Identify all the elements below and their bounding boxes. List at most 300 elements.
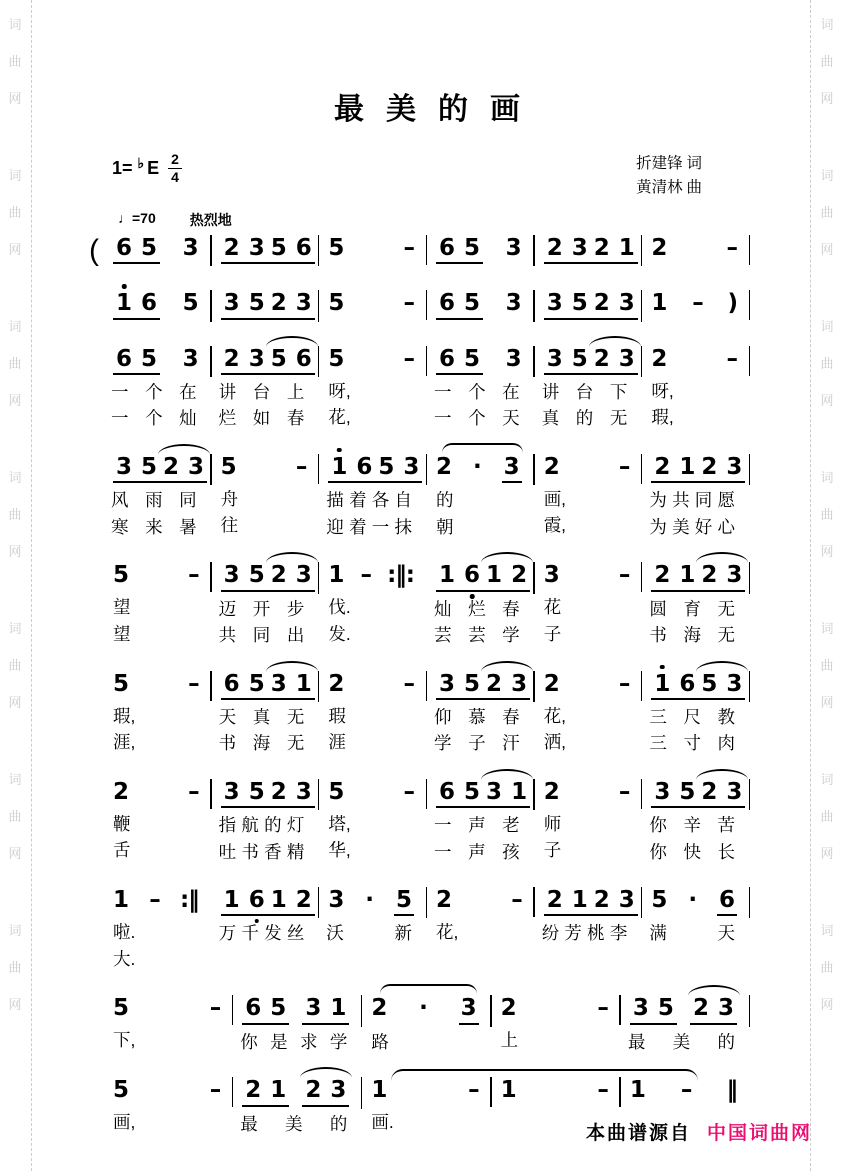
lyric-cell [319, 486, 427, 513]
note: 6 [245, 995, 262, 1022]
note: 2 [436, 453, 453, 480]
note: 3 [188, 453, 205, 480]
lyric-cell [319, 836, 427, 863]
note: 1 [654, 672, 670, 697]
notation-symbol: – [209, 1077, 221, 1104]
beam-group [591, 347, 638, 375]
lyric-syllable: 天 [218, 706, 237, 727]
lyric-cell [212, 946, 320, 973]
lyric-syllable: 在 [179, 381, 197, 402]
note: 1 [331, 455, 347, 480]
beam-group [242, 1078, 289, 1106]
note: 2 [163, 453, 180, 480]
note: 5 [651, 887, 668, 914]
lyric-syllable: 舌 [113, 840, 131, 861]
octave-dot-above [660, 665, 665, 670]
watermark-character: 曲 [8, 356, 22, 371]
watermark-character: 网 [8, 393, 22, 408]
notation-symbol: – [618, 778, 630, 805]
lyric-syllable: 一 [111, 408, 129, 429]
lyric-cell [319, 702, 427, 729]
lyric-cell [212, 378, 320, 405]
beam-group [113, 347, 160, 375]
beam-group [591, 236, 638, 264]
watermark-character: 网 [820, 695, 834, 710]
note: 2 [270, 562, 287, 589]
watermark-character: 网 [820, 242, 834, 257]
lyric-syllable: 指 [218, 815, 237, 836]
lyric-syllable: 往 [220, 515, 239, 536]
lyric-cell [212, 729, 320, 756]
notes-row [535, 658, 643, 702]
barline [749, 887, 751, 918]
beam-group [302, 996, 349, 1024]
lyric-syllable: 书 [649, 625, 667, 646]
lyric-syllable: 下 [609, 381, 628, 402]
measure [535, 766, 643, 864]
notation-symbol: – [295, 453, 307, 480]
composer-credit: 黄清林 曲 [636, 179, 702, 197]
slur-group [690, 996, 737, 1024]
beam-group [221, 236, 268, 264]
note: 5 [328, 235, 345, 262]
sheet-music-page [89, 0, 750, 1146]
measure [104, 222, 212, 267]
notes-row [319, 333, 427, 377]
lyric-syllable: 美 [672, 516, 690, 537]
note: 3 [403, 453, 420, 480]
note: 6 [223, 670, 240, 697]
lyric-cell [212, 703, 320, 730]
measure [104, 333, 212, 431]
measure [319, 549, 427, 647]
lyric-syllable: 一 [434, 815, 452, 836]
notes-row [427, 441, 535, 486]
lyric-cell [535, 728, 643, 755]
lyric-syllable: 学 [329, 1031, 348, 1052]
lyric-cell [427, 486, 535, 513]
beam-group [221, 888, 268, 916]
note: 1 [116, 291, 132, 316]
measure [104, 277, 212, 322]
lyric-syllable: 子 [468, 733, 486, 754]
staff-row [104, 277, 750, 322]
notes-row [492, 982, 621, 1026]
note: 2 [543, 670, 560, 697]
note: 3 [295, 562, 312, 589]
source-attribution [586, 1118, 812, 1145]
note: 2 [692, 995, 709, 1022]
slur-arc [589, 336, 641, 347]
notation-symbol: ) [727, 290, 738, 317]
notation-symbol: · [472, 453, 481, 480]
measure [233, 1064, 362, 1136]
watermark-character: 网 [820, 544, 834, 559]
left-dashed-border [31, 0, 32, 1171]
lyric-cell [492, 1026, 621, 1053]
notes-row [535, 441, 643, 485]
notes-row [212, 874, 320, 919]
watermark-character: 网 [820, 997, 834, 1012]
barline [749, 235, 751, 265]
note: 3 [295, 290, 312, 317]
lyric-cell [535, 404, 643, 431]
notes-row [104, 1064, 233, 1108]
note: 3 [618, 887, 635, 914]
staff-row [104, 982, 750, 1054]
watermark-character: 曲 [820, 54, 834, 69]
beam-group [651, 455, 698, 483]
note: 5 [328, 290, 345, 317]
note: 3 [223, 562, 240, 589]
lyric-syllable: 寸 [683, 733, 701, 754]
lyric-syllable: 一 [434, 841, 452, 862]
right-watermark-column [814, 0, 840, 1171]
slur-arc [266, 336, 318, 347]
note: 6 [295, 345, 312, 372]
note: 2 [593, 887, 610, 914]
measure [362, 982, 491, 1054]
lyric-syllable: 台 [252, 381, 271, 402]
lyric-syllable: 书 [218, 733, 237, 754]
measure [104, 441, 212, 539]
lyric-cell [319, 403, 427, 430]
slur-group [483, 672, 530, 700]
lyric-cell [104, 378, 212, 405]
watermark-character: 曲 [8, 960, 22, 975]
notes-row [233, 1064, 362, 1109]
notes-row [212, 277, 320, 322]
lyric-syllable: 声 [468, 815, 486, 836]
watermark-character: 词 [820, 772, 834, 787]
notes-row [642, 441, 750, 486]
lyric-cell [212, 919, 320, 946]
beam-group [375, 455, 422, 483]
note: 5 [270, 995, 287, 1022]
note: 5 [248, 290, 265, 317]
lyric-syllable: 好 [694, 516, 713, 537]
notation-symbol: – [188, 562, 199, 589]
notes-row [535, 766, 643, 810]
lyric-syllable: 一 [371, 516, 390, 537]
lyric-cell [642, 377, 750, 404]
notation-symbol: – [403, 290, 415, 317]
lyric-syllable: 海 [252, 733, 271, 754]
notation-symbol: – [188, 670, 199, 697]
measure [642, 874, 750, 972]
note: 1 [629, 1077, 646, 1104]
note: 1 [270, 887, 287, 914]
lyric-syllable: 呀, [651, 380, 674, 401]
note: 6 [141, 290, 158, 317]
slur-arc [266, 661, 318, 672]
song-title: 最美的画 [334, 93, 542, 126]
lyric-cell [535, 378, 643, 405]
note: 3 [328, 887, 345, 914]
watermark-character: 词 [8, 17, 22, 32]
notes-row [642, 222, 750, 266]
note: 6 [356, 453, 373, 480]
time-signature [168, 152, 182, 184]
beam-group [436, 780, 483, 808]
lyric-syllable: 满 [649, 923, 667, 944]
beam-group [436, 672, 483, 700]
lyric-syllable: 步 [286, 598, 305, 619]
beam-group [113, 455, 160, 483]
note: 3 [505, 235, 522, 262]
lyric-cell [535, 810, 643, 837]
watermark-character: 曲 [8, 205, 22, 220]
measure [427, 277, 535, 322]
slur-group [591, 347, 638, 375]
lyric-syllable: 来 [145, 516, 163, 537]
score-line [104, 549, 750, 647]
lyric-syllable: 自 [394, 490, 412, 511]
lyric-syllable: 吐 [218, 841, 237, 862]
lyric-syllable: 涯 [328, 732, 346, 753]
measure [427, 222, 535, 267]
note: 5 [394, 888, 414, 916]
notes-row [319, 549, 427, 593]
notes-row [104, 277, 212, 322]
beam-group [221, 780, 268, 808]
beam-group [221, 563, 268, 591]
lyric-syllable: 你 [649, 815, 667, 836]
lyric-syllable: 三 [649, 706, 667, 727]
note: 2 [223, 235, 240, 262]
lyric-syllable: 暑 [179, 516, 197, 537]
lyric-syllable: 万 [218, 923, 237, 944]
notes-row [642, 333, 750, 377]
measure [212, 658, 320, 756]
notes-row [427, 658, 535, 703]
note: 5 [464, 235, 481, 262]
score-body [89, 210, 750, 1136]
lyric-syllable: 迎 [326, 516, 344, 537]
notation-symbol: – [618, 453, 630, 480]
note: 3 [502, 455, 522, 483]
notation-symbol: – [618, 562, 630, 589]
measure [233, 982, 362, 1054]
beam-group [591, 888, 638, 916]
lyric-syllable: 汗 [502, 733, 520, 754]
note: 1 [679, 453, 696, 480]
lyric-syllable: 望 [113, 597, 131, 618]
note: 3 [223, 290, 240, 317]
lyric-syllable: 的 [264, 815, 282, 836]
lyric-syllable: 仰 [434, 706, 452, 727]
lyric-syllable: 的 [329, 1113, 348, 1134]
note: 3 [511, 670, 528, 697]
lyric-cell [642, 811, 750, 838]
lyric-syllable: 精 [286, 841, 305, 862]
slur-group [268, 563, 315, 591]
lyric-cell [319, 728, 427, 755]
lyric-syllable: 瑕 [328, 705, 346, 726]
lyric-syllable: 鞭 [113, 813, 131, 834]
notation-symbol: – [597, 995, 608, 1022]
lyric-syllable: 芳 [564, 923, 582, 944]
note: 6 [116, 235, 133, 262]
notes-row [621, 1064, 750, 1108]
lyric-cell [319, 513, 427, 540]
measure [621, 982, 750, 1054]
note: 5 [220, 453, 237, 480]
measure [535, 874, 643, 972]
lyricist-credit: 折建锋 词 [636, 155, 702, 172]
note: 5 [113, 670, 130, 697]
lyric-syllable: 共 [218, 625, 237, 646]
lyric-syllable: 如 [252, 408, 271, 429]
measure [212, 222, 320, 267]
notes-row [362, 1064, 491, 1108]
lyric-cell [642, 946, 750, 973]
notes-row [104, 766, 212, 810]
lyric-cell [427, 595, 535, 622]
beam-group [630, 996, 677, 1024]
beam-group [698, 563, 745, 591]
note: 6 [295, 235, 312, 262]
staff-row [104, 658, 750, 756]
score-header [104, 152, 750, 200]
notes-row [319, 658, 427, 702]
beam-group [268, 888, 315, 916]
lyric-cell [104, 836, 212, 863]
notes-row [427, 222, 535, 267]
measure [212, 549, 320, 647]
lyric-cell [642, 838, 750, 865]
watermark-character: 词 [820, 168, 834, 183]
notes-row [104, 333, 212, 378]
staff-row [104, 441, 750, 539]
note: 6 [439, 345, 456, 372]
notes-row [104, 222, 212, 267]
lyric-syllable: 上 [286, 381, 305, 402]
lyric-cell [104, 1026, 233, 1053]
notation-symbol: – [726, 235, 738, 262]
lyric-syllable: 沃 [326, 923, 344, 944]
note: 2 [543, 778, 560, 805]
notes-row [104, 982, 233, 1026]
notation-symbol: – [403, 345, 415, 372]
notes-row [319, 222, 427, 266]
lyric-cell [642, 729, 750, 756]
measure [319, 277, 427, 322]
lyric-cell [642, 919, 750, 946]
measure [642, 277, 750, 322]
score-line [89, 210, 750, 268]
lyric-syllable: 美 [285, 1113, 303, 1134]
key-base: 1= [112, 157, 133, 178]
lyric-syllable: 望 [113, 623, 131, 644]
note: 5 [248, 562, 265, 589]
lyric-syllable: 心 [717, 516, 736, 537]
note: 3 [505, 290, 522, 317]
lyric-cell [427, 729, 535, 756]
watermark-character: 网 [820, 393, 834, 408]
watermark-character: 网 [8, 997, 22, 1012]
lyric-syllable: 航 [241, 815, 259, 836]
lyric-syllable: 着 [349, 490, 367, 511]
score-line [104, 441, 750, 539]
beam-group [651, 672, 698, 700]
beam-group [268, 291, 315, 319]
notation-symbol: :‖: [387, 562, 415, 589]
barline [749, 562, 751, 593]
lyric-syllable: 一 [434, 381, 452, 402]
lyric-cell [104, 404, 212, 431]
note: 5 [464, 778, 481, 805]
lyric-syllable: 花, [436, 922, 459, 943]
score-line [104, 333, 750, 431]
lyric-cell [535, 485, 643, 512]
lyric-cell [642, 513, 750, 540]
lyric-syllable: 无 [717, 625, 736, 646]
slur-group [483, 780, 530, 808]
watermark-character: 曲 [820, 356, 834, 371]
notation-symbol: ‖ [726, 1077, 738, 1104]
lyric-cell [104, 918, 212, 945]
lyric-syllable: 呀, [328, 380, 351, 401]
lyric-syllable: 丝 [286, 923, 305, 944]
note: 3 [459, 996, 479, 1024]
lyric-syllable: 为 [649, 490, 667, 511]
note: 1 [511, 778, 528, 805]
note: 2 [546, 235, 563, 262]
lyric-syllable: 无 [286, 706, 305, 727]
lyric-syllable: 同 [694, 490, 713, 511]
watermark-character: 网 [820, 846, 834, 861]
lyric-syllable: 子 [543, 623, 562, 644]
beam-group [651, 563, 698, 591]
notes-row [621, 982, 750, 1027]
note: 5 [113, 562, 130, 589]
measure [212, 874, 320, 972]
lyric-syllable: 着 [349, 516, 367, 537]
note: 5 [464, 290, 481, 317]
lyric-syllable: 上 [500, 1030, 519, 1051]
lyric-syllable: 肉 [717, 733, 736, 754]
measure [104, 1064, 233, 1136]
score-line [104, 658, 750, 756]
measure [212, 277, 320, 322]
lyric-cell [104, 620, 212, 647]
barline [749, 779, 751, 810]
note: 1 [571, 887, 588, 914]
note: 3 [632, 995, 649, 1022]
note: 2 [270, 290, 287, 317]
key-note: E [147, 157, 160, 178]
notation-symbol: – [403, 235, 415, 262]
lyric-cell [535, 511, 643, 538]
note: 5 [270, 235, 287, 262]
lyric-cell [212, 511, 320, 538]
note: 2 [270, 778, 287, 805]
watermark-character: 曲 [8, 507, 22, 522]
lyric-syllable: 大. [113, 948, 136, 969]
notes-row [427, 549, 535, 594]
note: 3 [248, 345, 265, 372]
notes-row [212, 333, 320, 378]
watermark-character: 网 [8, 242, 22, 257]
note: 2 [593, 345, 610, 372]
note: 1 [295, 670, 312, 697]
notes-row [427, 874, 535, 918]
score-line [104, 766, 750, 864]
lyric-cell [535, 919, 643, 946]
lyric-syllable: 书 [241, 841, 259, 862]
score-line [104, 982, 750, 1054]
